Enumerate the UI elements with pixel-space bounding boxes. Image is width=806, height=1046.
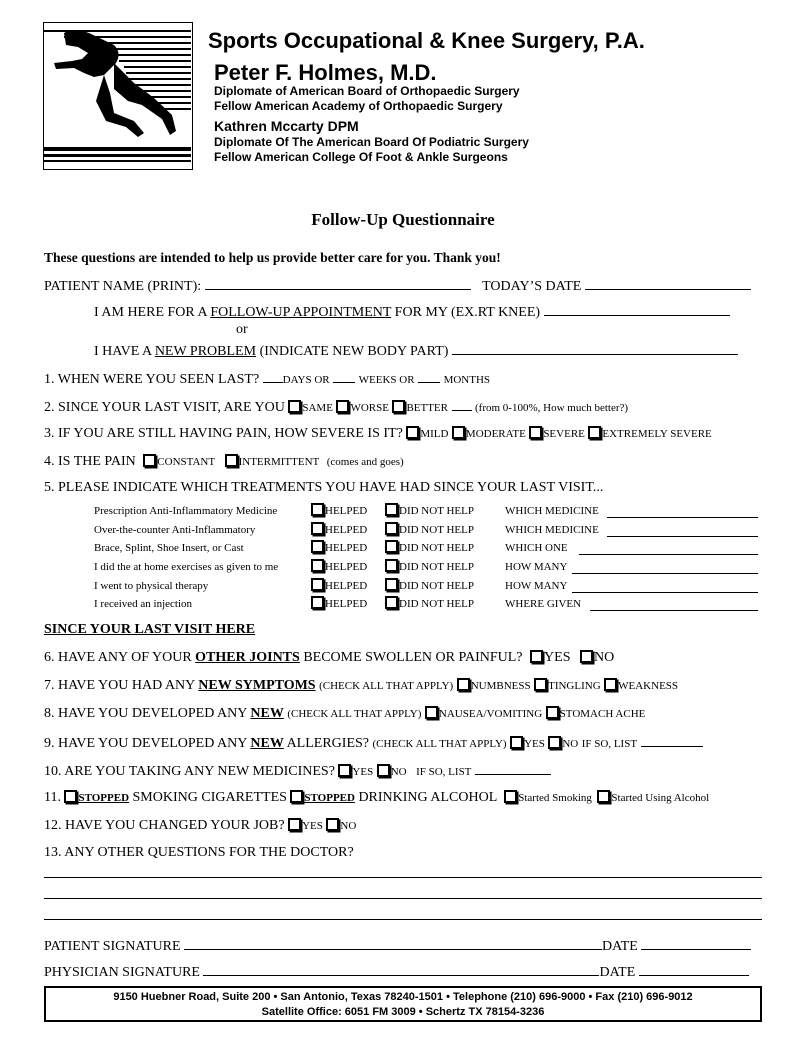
patient-name-row: [44, 276, 751, 296]
did-not-help-label: DID NOT HELP: [399, 598, 474, 610]
q6-no-label: NO: [593, 650, 615, 665]
practice-name: Sports Occupational & Knee Surgery, P.A.: [208, 28, 645, 53]
todays-date-field[interactable]: [585, 276, 751, 290]
physician-signature-field[interactable]: [203, 962, 599, 976]
months-field[interactable]: [418, 369, 440, 383]
helped-checkbox[interactable]: [311, 578, 324, 591]
physician-signature-label: PHYSICIAN SIGNATURE: [44, 965, 200, 980]
question-10: [44, 761, 551, 781]
helped-checkbox[interactable]: [311, 559, 324, 572]
treatment-label: Over-the-counter Anti-Inflammatory: [94, 524, 256, 536]
patient-name-label: PATIENT NAME (PRINT):: [44, 279, 202, 294]
started-alcohol-label: Started Using Alcohol: [611, 792, 710, 804]
dpm-credential-2: Fellow American College Of Foot & Ankle Surgeons: [214, 150, 508, 164]
patient-date-label: DATE: [602, 939, 638, 954]
question-8-text-pre: 8. HAVE YOU DEVELOPED ANY: [44, 706, 247, 721]
months-label: MONTHS: [443, 374, 491, 386]
did-not-help-checkbox[interactable]: [385, 596, 398, 609]
question-8-note: (CHECK ALL THAT APPLY): [287, 708, 422, 720]
q10-no-label: NO: [390, 766, 407, 778]
question-10-text: 10. ARE YOU TAKING ANY NEW MEDICINES?: [44, 764, 335, 779]
helped-label: HELPED: [325, 505, 368, 517]
did-not-help-checkbox[interactable]: [385, 578, 398, 591]
mild-label: MILD: [420, 428, 449, 440]
question-9-text-bold: NEW: [250, 736, 284, 751]
patient-signature-row: [44, 936, 751, 956]
sprinter-image: [44, 23, 191, 168]
runner-logo: [43, 22, 193, 170]
question-4-text: 4. IS THE PAIN: [44, 454, 136, 469]
moderate-label: MODERATE: [465, 428, 526, 440]
todays-date-label: TODAY’S DATE: [482, 279, 582, 294]
same-checkbox[interactable]: [288, 400, 301, 413]
q12-no-checkbox[interactable]: [326, 818, 339, 831]
better-checkbox[interactable]: [392, 400, 405, 413]
physician-date-field[interactable]: [639, 962, 749, 976]
did-not-help-label: DID NOT HELP: [399, 524, 474, 536]
q10-list-field[interactable]: [475, 761, 551, 775]
answer-line[interactable]: [44, 898, 762, 899]
q12-yes-checkbox[interactable]: [288, 818, 301, 831]
better-percent-field[interactable]: [452, 397, 472, 411]
treatment-label: I went to physical therapy: [94, 580, 209, 592]
days-field[interactable]: [263, 369, 283, 383]
q9-list-field[interactable]: [641, 733, 703, 747]
did-not-help-checkbox[interactable]: [385, 559, 398, 572]
q10-list-label: IF SO, LIST: [416, 766, 472, 778]
patient-date-field[interactable]: [641, 936, 751, 950]
question-7: [44, 677, 678, 695]
treatment-extra-field[interactable]: [590, 610, 758, 611]
form-intro: These questions are intended to help us provide better care for you. Thank you!: [44, 250, 501, 265]
question-6-text-bold: OTHER JOINTS: [195, 650, 300, 665]
helped-label: HELPED: [325, 542, 368, 554]
worse-checkbox[interactable]: [336, 400, 349, 413]
treatment-extra-label: WHICH MEDICINE: [505, 505, 599, 517]
question-9-text-pre: 9. HAVE YOU DEVELOPED ANY: [44, 736, 247, 751]
footer-address-box: [44, 986, 762, 1022]
dpm-credential-1: Diplomate Of The American Board Of Podiatric Surgery: [214, 135, 529, 149]
helped-checkbox[interactable]: [311, 522, 324, 535]
new-problem-label-post: (INDICATE NEW BODY PART): [259, 344, 449, 359]
mild-checkbox[interactable]: [406, 426, 419, 439]
helped-checkbox[interactable]: [311, 540, 324, 553]
did-not-help-label: DID NOT HELP: [399, 542, 474, 554]
treatment-label: Prescription Anti-Inflammatory Medicine: [94, 505, 278, 517]
intermittent-label: INTERMITTENT: [238, 456, 320, 468]
stopped-drinking-bold: STOPPED: [304, 792, 355, 804]
question-6: [44, 649, 614, 667]
followup-label-post: FOR MY (EX.RT KNEE): [394, 305, 541, 320]
question-11: [44, 789, 709, 807]
treatment-extra-field[interactable]: [579, 554, 758, 555]
question-3-text: 3. IF YOU ARE STILL HAVING PAIN, HOW SEVERE IS IT?: [44, 426, 403, 441]
better-note: (from 0-100%, How much better?): [475, 402, 629, 414]
treatment-label: I received an injection: [94, 598, 193, 610]
started-smoking-checkbox[interactable]: [504, 790, 517, 803]
started-alcohol-checkbox[interactable]: [597, 790, 610, 803]
doctor-name: Peter F. Holmes, M.D.: [214, 60, 437, 85]
question-1: [44, 369, 490, 389]
tingling-label: TINGLING: [548, 680, 601, 692]
treatment-extra-field[interactable]: [607, 517, 758, 518]
worse-label: WORSE: [350, 402, 389, 414]
question-9-note: (CHECK ALL THAT APPLY): [372, 738, 507, 750]
question-9-text-post: ALLERGIES?: [286, 736, 369, 751]
form-title: Follow-Up Questionnaire: [311, 210, 495, 229]
extremely-severe-checkbox[interactable]: [588, 426, 601, 439]
better-label: BETTER: [406, 402, 448, 414]
q12-no-label: NO: [340, 820, 357, 832]
q6-no-checkbox[interactable]: [580, 650, 593, 663]
question-12-text: 12. HAVE YOU CHANGED YOUR JOB?: [44, 818, 285, 833]
treatment-extra-label: HOW MANY: [505, 580, 568, 592]
started-smoking-label: Started Smoking: [518, 792, 592, 804]
question-6-text-pre: 6. HAVE ANY OF YOUR: [44, 650, 192, 665]
q9-yes-checkbox[interactable]: [510, 736, 523, 749]
patient-signature-label: PATIENT SIGNATURE: [44, 939, 181, 954]
helped-label: HELPED: [325, 598, 368, 610]
stopped-smoking-bold: STOPPED: [78, 792, 130, 804]
nausea-label: NAUSEA/VOMITING: [438, 708, 543, 720]
q9-yes-label: YES: [524, 738, 545, 750]
treatment-extra-label: WHICH MEDICINE: [505, 524, 599, 536]
weakness-label: WEAKNESS: [618, 680, 679, 692]
helped-checkbox[interactable]: [311, 596, 324, 609]
patient-name-field[interactable]: [205, 276, 471, 290]
new-problem-body-part-field[interactable]: [452, 341, 738, 355]
q6-yes-checkbox[interactable]: [530, 650, 543, 663]
question-6-text-post: BECOME SWOLLEN OR PAINFUL?: [303, 650, 523, 665]
question-1-text: 1. WHEN WERE YOU SEEN LAST?: [44, 372, 260, 387]
severe-label: SEVERE: [543, 428, 585, 440]
same-label: SAME: [302, 402, 333, 414]
question-8: [44, 705, 645, 723]
q9-list-label: IF SO, LIST: [581, 738, 638, 750]
new-problem-row: [94, 341, 738, 361]
answer-line[interactable]: [44, 919, 762, 920]
weakness-checkbox[interactable]: [604, 678, 617, 691]
weeks-field[interactable]: [333, 369, 355, 383]
stomach-ache-label: STOMACH ACHE: [559, 708, 646, 720]
did-not-help-label: DID NOT HELP: [399, 561, 474, 573]
nausea-checkbox[interactable]: [425, 706, 438, 719]
intermittent-note: (comes and goes): [326, 456, 404, 468]
question-7-text-bold: NEW SYMPTOMS: [198, 678, 316, 693]
treatment-extra-label: WHERE GIVEN: [505, 598, 582, 610]
footer-main-office: 9150 Huebner Road, Suite 200 • San Antonio, Texas 78240-1501 • Telephone (210) 696-9000 • Fax (210) 696-9012: [113, 991, 693, 1003]
did-not-help-label: DID NOT HELP: [399, 580, 474, 592]
stopped-drinking-label: DRINKING ALCOHOL: [358, 790, 497, 805]
extremely-severe-label: EXTREMELY SEVERE: [602, 428, 712, 440]
patient-signature-field[interactable]: [184, 936, 602, 950]
question-7-note: (CHECK ALL THAT APPLY): [319, 680, 454, 692]
q10-yes-checkbox[interactable]: [338, 764, 351, 777]
numbness-label: NUMBNESS: [470, 680, 531, 692]
stopped-drinking-checkbox[interactable]: [290, 790, 303, 803]
stopped-smoking-label: SMOKING CIGARETTES: [132, 790, 287, 805]
footer-satellite-office: Satellite Office: 6051 FM 3009 • Schertz TX 78154-3236: [261, 1006, 545, 1018]
q10-no-checkbox[interactable]: [377, 764, 390, 777]
weeks-label: WEEKS OR: [358, 374, 415, 386]
constant-checkbox[interactable]: [143, 454, 156, 467]
treatment-label: Brace, Splint, Shoe Insert, or Cast: [94, 542, 244, 554]
question-12: [44, 817, 356, 835]
helped-label: HELPED: [325, 524, 368, 536]
treatment-extra-field[interactable]: [572, 592, 758, 593]
helped-label: HELPED: [325, 561, 368, 573]
followup-label-pre: I AM HERE FOR A: [94, 305, 207, 320]
question-8-text-bold: NEW: [250, 706, 284, 721]
followup-label-underlined: FOLLOW-UP APPOINTMENT: [210, 305, 392, 320]
q10-yes-label: YES: [352, 766, 374, 778]
helped-checkbox[interactable]: [311, 503, 324, 516]
treatment-label: I did the at home exercises as given to me: [94, 561, 279, 573]
did-not-help-label: DID NOT HELP: [399, 505, 474, 517]
question-11-number: 11.: [44, 790, 61, 805]
treatment-extra-field[interactable]: [607, 536, 758, 537]
question-13-text: 13. ANY OTHER QUESTIONS FOR THE DOCTOR?: [44, 845, 354, 860]
question-2-text: 2. SINCE YOUR LAST VISIT, ARE YOU: [44, 400, 285, 415]
treatment-extra-label: WHICH ONE: [505, 542, 568, 554]
doctor-credential-2: Fellow American Academy of Orthopaedic Surgery: [214, 99, 503, 113]
question-9: [44, 733, 703, 753]
did-not-help-checkbox[interactable]: [385, 522, 398, 535]
treatment-extra-label: HOW MANY: [505, 561, 568, 573]
new-problem-label-pre: I HAVE A: [94, 344, 152, 359]
question-5-text: 5. PLEASE INDICATE WHICH TREATMENTS YOU HAVE HAD SINCE YOUR LAST VISIT...: [44, 480, 604, 495]
intermittent-checkbox[interactable]: [225, 454, 238, 467]
moderate-checkbox[interactable]: [452, 426, 465, 439]
or-text: or: [236, 322, 248, 337]
days-label: DAYS OR: [282, 374, 330, 386]
since-last-visit-heading: SINCE YOUR LAST VISIT HERE: [44, 622, 256, 637]
question-2: [44, 397, 628, 417]
q9-no-label: NO: [562, 738, 579, 750]
dpm-name: Kathren Mccarty DPM: [214, 118, 359, 134]
question-7-text-pre: 7. HAVE YOU HAD ANY: [44, 678, 195, 693]
new-problem-label-underlined: NEW PROBLEM: [154, 344, 257, 359]
followup-body-part-field[interactable]: [544, 302, 730, 316]
physician-date-label: DATE: [599, 965, 636, 980]
stopped-smoking-checkbox[interactable]: [64, 790, 77, 803]
severe-checkbox[interactable]: [529, 426, 542, 439]
helped-label: HELPED: [325, 580, 368, 592]
q6-yes-label: YES: [544, 650, 571, 665]
question-4: [44, 453, 404, 471]
treatment-extra-field[interactable]: [572, 573, 758, 574]
doctor-credential-1: Diplomate of American Board of Orthopaedic Surgery: [214, 84, 520, 98]
constant-label: CONSTANT: [157, 456, 216, 468]
did-not-help-checkbox[interactable]: [385, 503, 398, 516]
tingling-checkbox[interactable]: [534, 678, 547, 691]
physician-signature-row: [44, 962, 749, 982]
stomach-ache-checkbox[interactable]: [546, 706, 559, 719]
q12-yes-label: YES: [302, 820, 323, 832]
answer-line[interactable]: [44, 877, 762, 878]
numbness-checkbox[interactable]: [457, 678, 470, 691]
did-not-help-checkbox[interactable]: [385, 540, 398, 553]
q9-no-checkbox[interactable]: [548, 736, 561, 749]
followup-row: [94, 302, 730, 322]
question-3: [44, 425, 712, 443]
